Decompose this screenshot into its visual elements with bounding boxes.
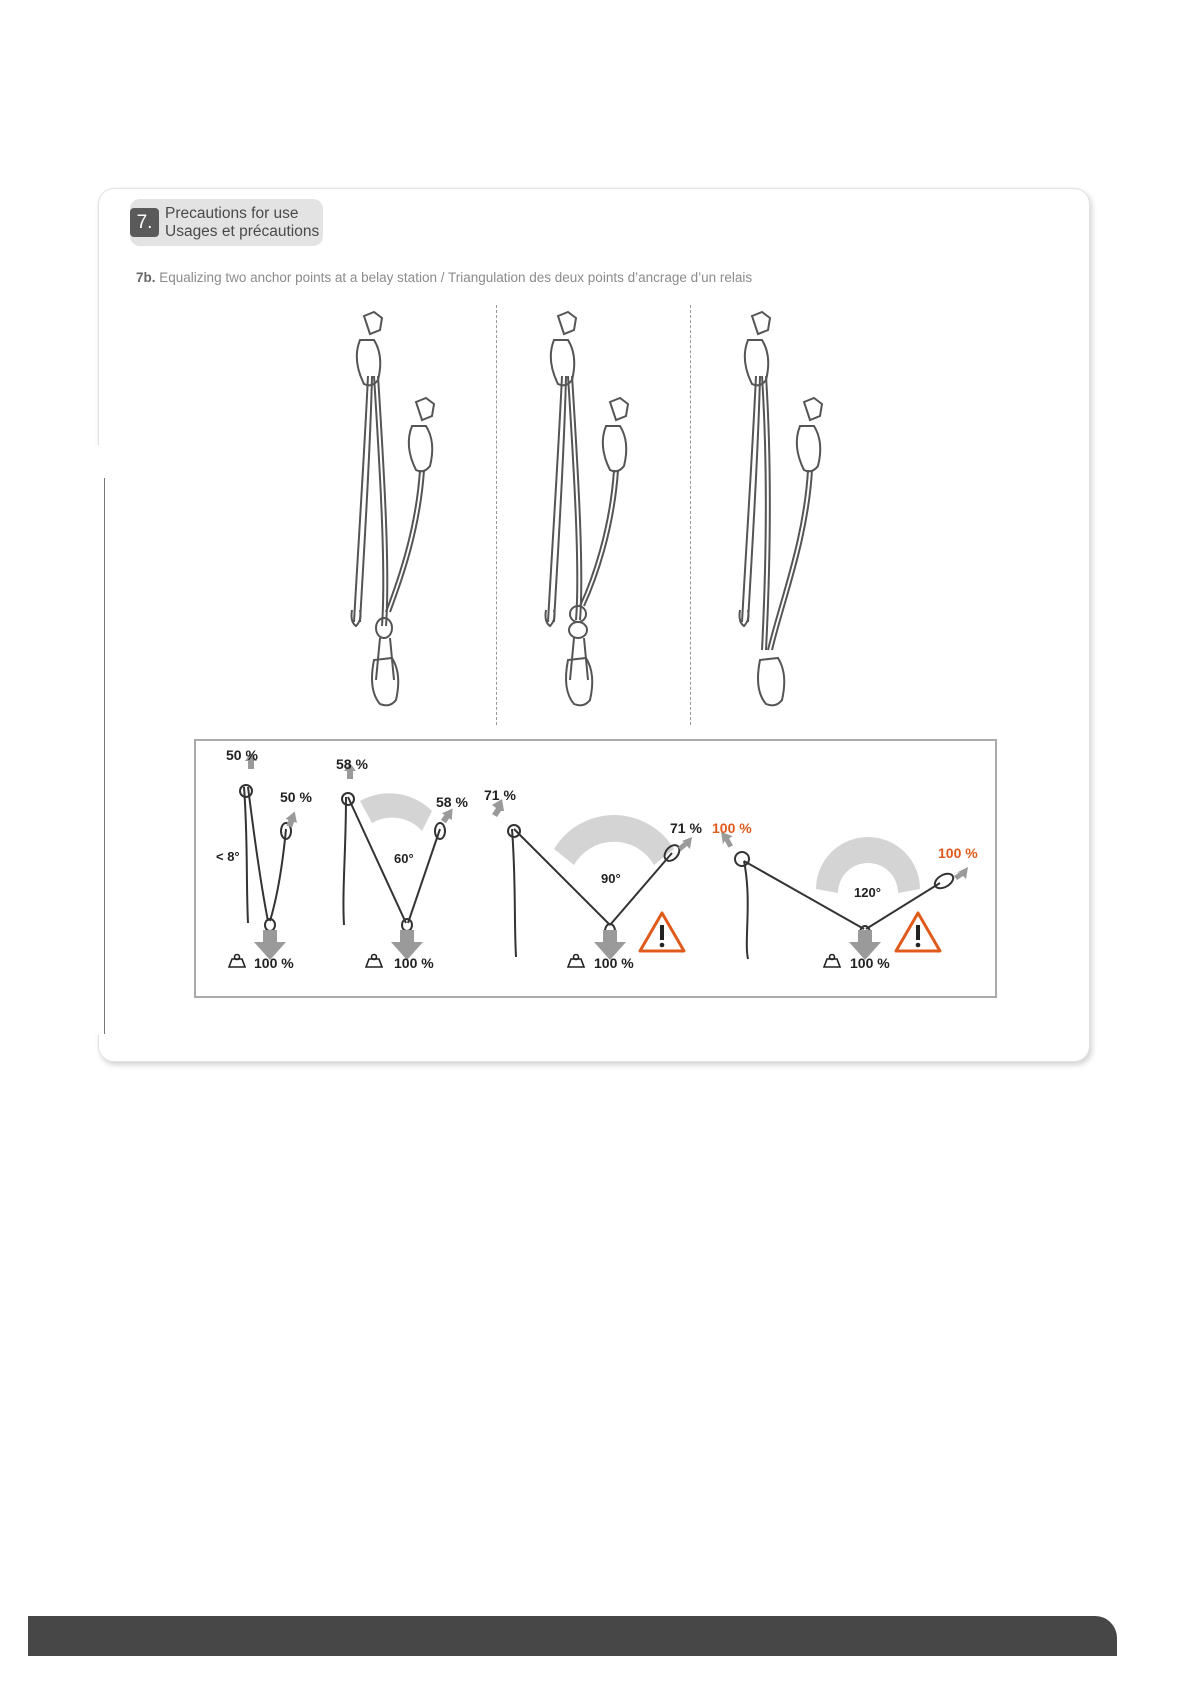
warning-triangle-icon	[640, 913, 684, 951]
section-number: 7.	[130, 208, 159, 237]
rigging-illustration-3	[728, 310, 848, 728]
carabiner-icon	[797, 426, 820, 471]
force-arrow-icon	[284, 809, 301, 828]
load-left-1: 50 %	[226, 747, 258, 763]
load-right-2: 58 %	[436, 794, 468, 810]
load-distribution-panel	[194, 739, 997, 998]
illustration-divider	[690, 305, 691, 725]
angle-arc	[360, 793, 432, 831]
section-title-fr: Usages et précautions	[165, 223, 320, 240]
force-arrow-icon	[678, 837, 692, 851]
subsection-code: 7b.	[136, 270, 156, 285]
load-diagram-1	[216, 747, 312, 971]
rigging-illustration-1	[340, 310, 460, 728]
section-title-en: Precautions for use	[165, 205, 299, 222]
load-total-2: 100 %	[394, 955, 434, 971]
load-total-3: 100 %	[594, 955, 634, 971]
figure-eight-knot	[569, 622, 587, 638]
load-right-3: 71 %	[670, 820, 702, 836]
angle-arc	[554, 815, 674, 865]
figure-eight-knot	[376, 618, 392, 638]
master-carabiner-icon	[758, 658, 784, 705]
weight-icon	[568, 955, 584, 968]
anchor-hanger-icon	[416, 398, 434, 420]
load-diagram-2	[336, 756, 468, 971]
card-edge-gap	[92, 445, 100, 1035]
weight-icon	[366, 955, 382, 968]
load-right-1: 50 %	[280, 789, 312, 805]
warning-triangle-icon	[896, 913, 940, 951]
load-right-4: 100 %	[938, 845, 978, 861]
footer-bar	[28, 1616, 1117, 1656]
master-carabiner-icon	[372, 658, 398, 705]
angle-label-4: 120°	[854, 885, 881, 900]
section-title	[165, 205, 319, 241]
anchor-hanger-icon	[558, 312, 576, 334]
load-left-4: 100 %	[712, 820, 752, 836]
angle-label-1: < 8°	[216, 849, 240, 864]
angle-label-2: 60°	[394, 851, 414, 866]
subsection-text: Equalizing two anchor points at a belay station / Triangulation des deux points d’ancrage d’un relais	[159, 270, 753, 285]
illustration-divider	[496, 305, 497, 725]
weight-icon	[229, 955, 245, 968]
master-carabiner-icon	[566, 658, 592, 705]
load-left-2: 58 %	[336, 756, 368, 772]
load-total-4: 100 %	[850, 955, 890, 971]
load-diagram-4	[712, 820, 978, 971]
force-arrow-icon	[954, 867, 968, 880]
carabiner-icon	[603, 426, 626, 471]
angle-label-3: 90°	[601, 871, 621, 886]
load-total-1: 100 %	[254, 955, 294, 971]
carabiner-icon	[409, 426, 432, 471]
anchor-hanger-icon	[610, 398, 628, 420]
load-distribution-diagram	[196, 741, 995, 996]
anchor-hanger-icon	[804, 398, 822, 420]
card-margin-line	[104, 478, 105, 1034]
rigging-illustration-2	[534, 310, 654, 728]
anchor-hanger-icon	[752, 312, 770, 334]
subsection-heading	[136, 270, 752, 285]
anchor-hanger-icon	[364, 312, 382, 334]
load-left-3: 71 %	[484, 787, 516, 803]
weight-icon	[824, 955, 840, 968]
load-diagram-3	[484, 787, 702, 971]
